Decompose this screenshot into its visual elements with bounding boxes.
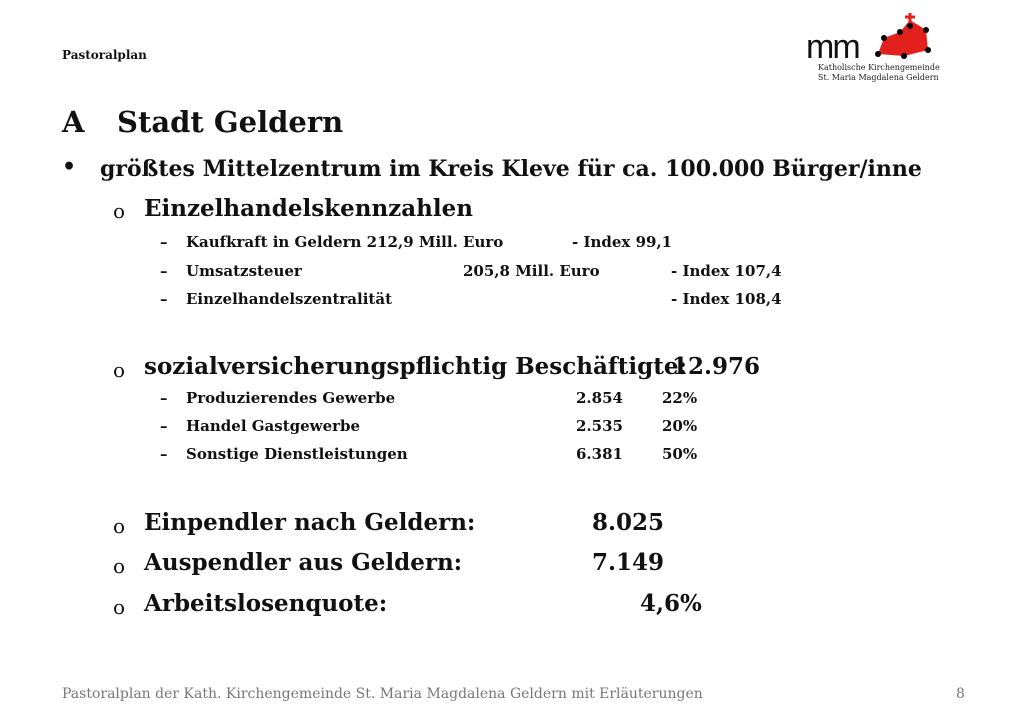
retail-item-index: - Index 107,4	[671, 262, 782, 280]
sub-bullet-marker: o	[113, 514, 126, 538]
employment-item-count: 2.535	[576, 417, 623, 435]
dash-marker: –	[160, 233, 168, 251]
retail-item-label: Einzelhandelszentralität	[186, 290, 392, 308]
bullet-dot: •	[62, 154, 77, 180]
retail-item-index: - Index 108,4	[671, 290, 782, 308]
sub-bullet-marker: o	[113, 554, 126, 578]
unemployment-label: Arbeitslosenquote:	[144, 590, 388, 617]
dash-marker: –	[160, 389, 168, 407]
retail-item-label: Umsatzsteuer	[186, 262, 302, 280]
employment-total: 12.976	[672, 353, 761, 380]
retail-item-value: 205,8 Mill. Euro	[463, 262, 600, 280]
commuters-in-value: 8.025	[592, 509, 665, 536]
bullet-text: größtes Mittelzentrum im Kreis Kleve für ca. 100.000 Bürger/inne	[100, 156, 922, 182]
commuters-out-label: Auspendler aus Geldern:	[144, 549, 463, 576]
logo-church-icon	[870, 12, 936, 64]
dash-marker: –	[160, 445, 168, 463]
employment-item-percent: 20%	[662, 417, 698, 435]
employment-item-label: Handel Gastgewerbe	[186, 417, 361, 435]
logo-caption-line1: Katholische Kirchengemeinde	[818, 63, 940, 72]
sub-bullet-marker: o	[113, 595, 126, 619]
employment-item-count: 2.854	[576, 389, 623, 407]
sub-bullet-marker: o	[113, 358, 126, 382]
retail-heading: Einzelhandelskennzahlen	[144, 195, 473, 222]
retail-item-label: Kaufkraft in Geldern 212,9 Mill. Euro	[186, 233, 504, 251]
dash-marker: –	[160, 290, 168, 308]
logo-caption-line2: St. Maria Magdalena Geldern	[818, 73, 939, 82]
dash-marker: –	[160, 417, 168, 435]
logo-wordmark: mm	[806, 28, 859, 66]
employment-item-label: Produzierendes Gewerbe	[186, 389, 396, 407]
section-title: Stadt Geldern	[117, 105, 344, 139]
dash-marker: –	[160, 262, 168, 280]
employment-item-percent: 22%	[662, 389, 698, 407]
commuters-out-value: 7.149	[592, 549, 665, 576]
unemployment-value: 4,6%	[640, 590, 702, 617]
parish-logo	[800, 12, 940, 84]
header-label: Pastoralplan	[62, 48, 147, 62]
commuters-in-label: Einpendler nach Geldern:	[144, 509, 476, 536]
retail-item-index: - Index 99,1	[572, 233, 673, 251]
employment-item-percent: 50%	[662, 445, 698, 463]
employment-item-label: Sonstige Dienstleistungen	[186, 445, 408, 463]
sub-bullet-marker: o	[113, 199, 126, 223]
footer-text: Pastoralplan der Kath. Kirchengemeinde St. Maria Magdalena Geldern mit Erläuterungen	[62, 686, 703, 702]
employment-heading: sozialversicherungspflichtig Beschäftigte:	[144, 353, 687, 380]
employment-item-count: 6.381	[576, 445, 623, 463]
page-number: 8	[956, 686, 965, 702]
section-letter: A	[62, 105, 85, 139]
